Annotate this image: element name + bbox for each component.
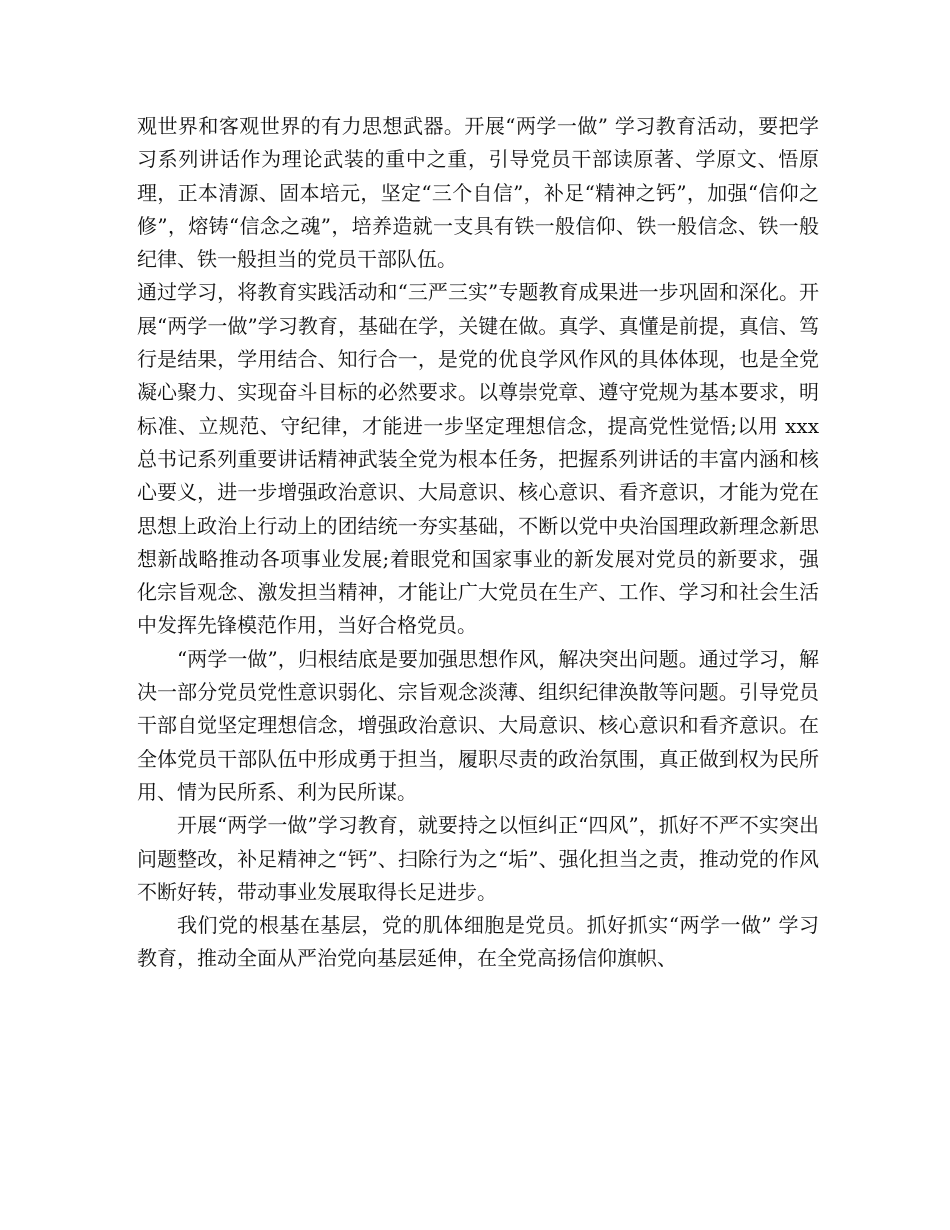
paragraph-3: “两学一做”，归根结底是要加强思想作风，解决突出问题。通过学习，解决一部分党员党性意识弱化、宗旨观念淡薄、组织纪律涣散等问题。引导党员干部自觉坚定理想信念，增强政治意识、大局意识、核心意识和看齐意识。在全体党员干部队伍中形成勇于担当，履职尽责的政治氛围，真正做到权为民所用、情为民所系、利为民所谋。 [137,646,819,804]
paragraph-5: 我们党的根基在基层，党的肌体细胞是党员。抓好抓实“两学一做” 学习教育，推动全面从严治党向基层延伸，在全党高扬信仰旗帜、 [137,913,819,971]
paragraph-2: 通过学习，将教育实践活动和“三严三实”专题教育成果进一步巩固和深化。开展“两学一做”学习教育，基础在学，关键在做。真学、真懂是前提，真信、笃行是结果，学用结合、知行合一，是党的优良学风作风的具体体现，也是全党凝心聚力、实现奋斗目标的必然要求。以尊崇党章、遵守党规为基本要求，明标准、立规范、守纪律，才能进一步坚定理想信念，提高党性觉悟;以用 xxx 总书记系列重要讲话精神武装全党为根本任务，把握系列讲话的丰富内涵和核心要义，进一步增强政治意识、大局意识、核心意识、看齐意识，才能为党在思想上政治上行动上的团结统一夯实基础，不断以党中央治国理政新理念新思想新战略推动各项事业发展;着眼党和国家事业的新发展对党员的新要求，强化宗旨观念、激发担当精神，才能让广大党员在生产、工作、学习和社会生活中发挥先锋模范作用，当好合格党员。 [137,280,819,638]
paragraph-1: 观世界和客观世界的有力思想武器。开展“两学一做” 学习教育活动，要把学习系列讲话作为理论武装的重中之重，引导党员干部读原著、学原文、悟原理，正本清源、固本培元，坚定“三个自信”，补足“精神之钙”，加强“信仰之修”，熔铸“信念之魂”，培养造就一支具有铁一般信仰、铁一般信念、铁一般纪律、铁一般担当的党员干部队伍。 [137,114,819,272]
document-page [137,110,819,976]
paragraph-4: 开展“两学一做”学习教育，就要持之以恒纠正“四风”，抓好不严不实突出问题整改，补足精神之“钙”、扫除行为之“垢”、强化担当之责，推动党的作风不断好转，带动事业发展取得长足进步。 [137,813,819,904]
